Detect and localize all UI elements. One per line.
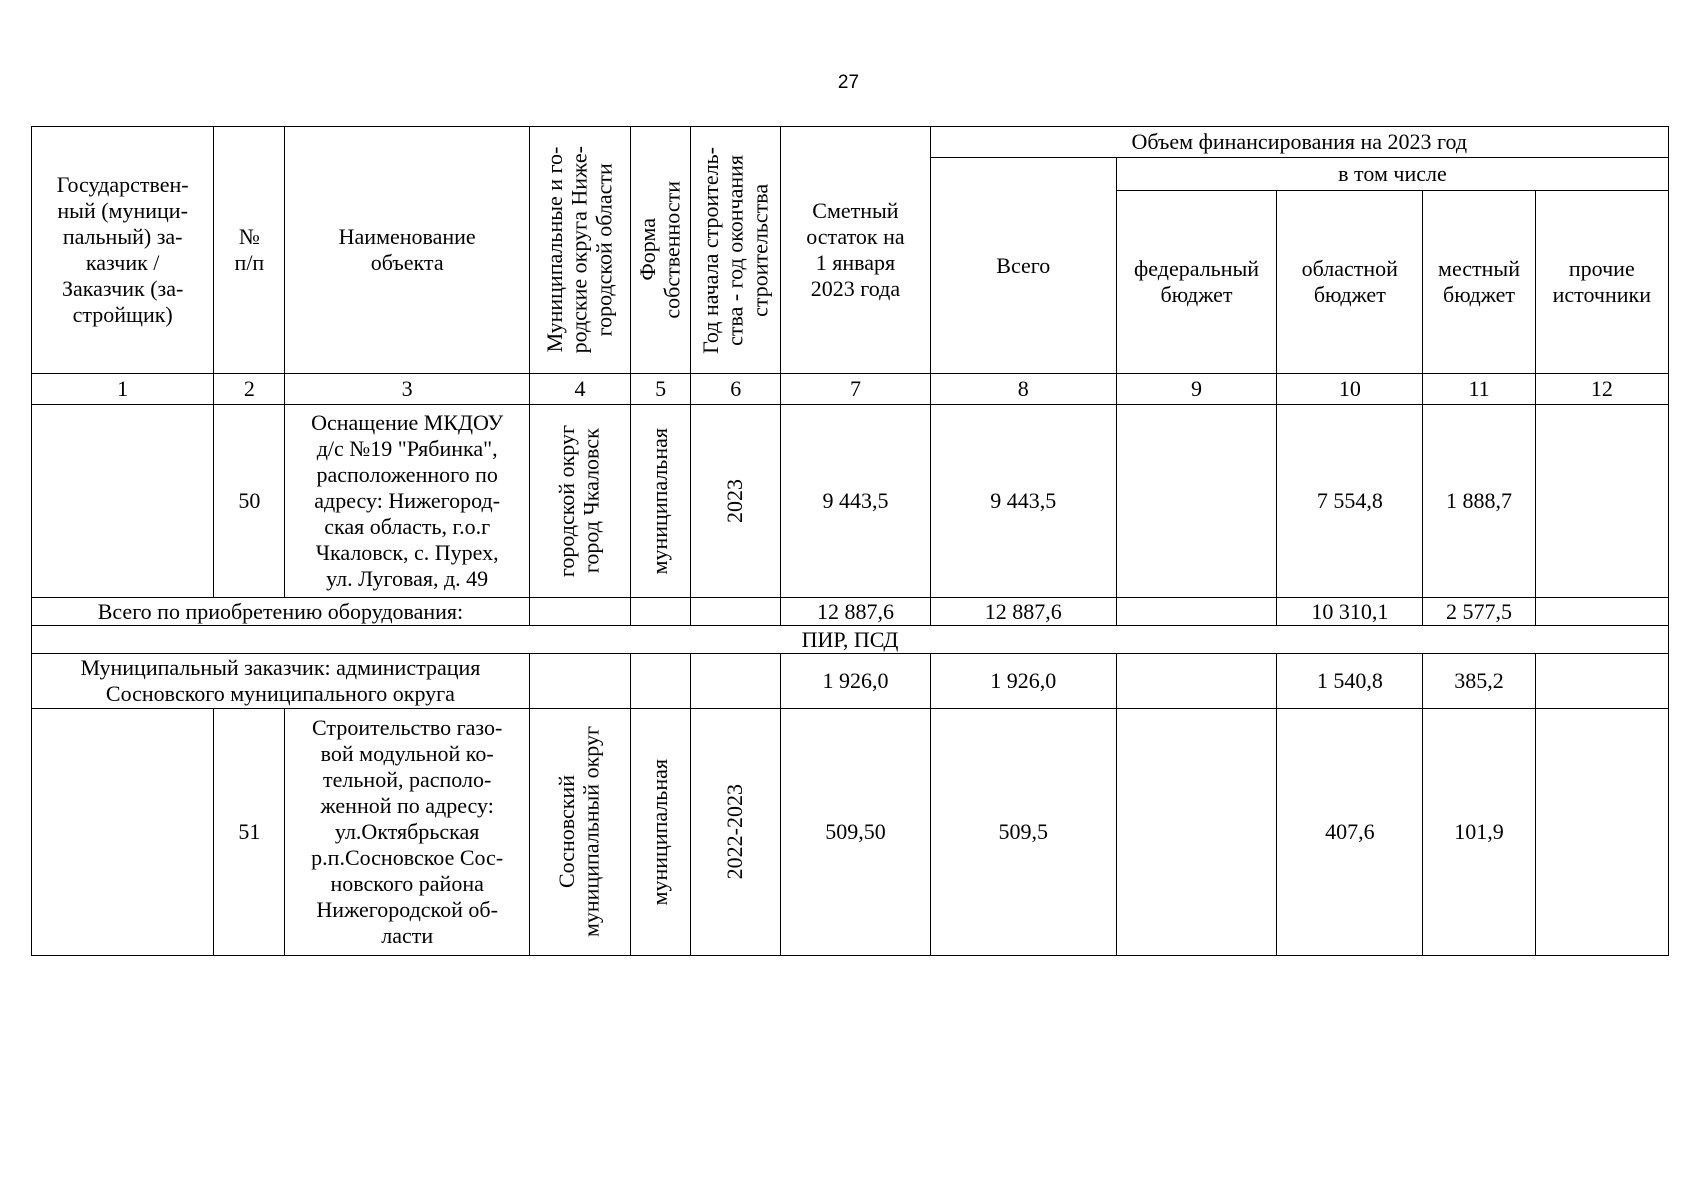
header-number [214, 127, 285, 374]
column-number: 6 [691, 374, 781, 405]
cell-years [691, 709, 781, 956]
cell-ownership [631, 598, 691, 626]
page-number: 27 [837, 72, 860, 93]
header-object-name [285, 127, 529, 374]
table-row-50 [32, 405, 1669, 598]
cell-regional: 7 554,8 [1277, 405, 1423, 598]
cell-object-name: Оснащение МКДОУ д/с №19 "Рябинка", расположенного по адресу: Нижегород- ская область, г.о.г Чкаловск, с. Пурех, ул. Луговая, д. 49 [285, 405, 529, 598]
financing-table [31, 126, 1669, 956]
cell-customer [32, 709, 214, 956]
header-municipality-text: Муниципальные и го- родские округа Ниже- городской области [542, 146, 617, 354]
header-local [1423, 191, 1535, 374]
header-balance [781, 127, 930, 374]
table-row-51 [32, 709, 1669, 956]
cell-ownership-text: муниципальная [647, 427, 673, 575]
column-number: 9 [1116, 374, 1276, 405]
header-federal [1116, 191, 1276, 374]
cell-ownership [631, 709, 691, 956]
cell-local: 2 577,5 [1423, 598, 1535, 626]
header-regional-text: областной бюджет [1301, 256, 1398, 307]
header-balance-text: Сметный остаток на 1 января 2023 года [806, 198, 905, 301]
header-ownership-text: Форма собственности [634, 181, 685, 319]
cell-municipality [529, 598, 630, 626]
cell-local: 385,2 [1423, 654, 1535, 709]
cell-municipality [529, 654, 630, 709]
header-regional [1277, 191, 1423, 374]
cell-federal [1116, 598, 1276, 626]
cell-other [1535, 709, 1668, 956]
cell-municipality [529, 405, 630, 598]
cell-object-name: Строительство газо- вой модульной ко- тельной, располо- женной по адресу: ул.Октябрьская р.п.Сосновское Сос- новского района Нижегородской об- ласти [285, 709, 529, 956]
header-other [1535, 191, 1668, 374]
column-number: 5 [631, 374, 691, 405]
cell-balance: 1 926,0 [781, 654, 930, 709]
customer-label: Муниципальный заказчик: администрация Сосновского муниципального округа [32, 654, 530, 709]
header-total: Всего [930, 158, 1116, 374]
cell-ownership [631, 654, 691, 709]
cell-customer [32, 405, 214, 598]
cell-regional: 407,6 [1277, 709, 1423, 956]
header-customer-text: Государствен- ный (муници- пальный) за- казчик / Заказчик (за- стройщик) [56, 172, 189, 327]
column-number: 1 [32, 374, 214, 405]
header-years-text: Год начала строитель- ства - год окончания строительства [697, 146, 773, 354]
cell-years-text: 2022-2023 [722, 784, 748, 880]
cell-municipality-text: Сосновский муниципальный округ [554, 726, 604, 938]
column-number: 2 [214, 374, 285, 405]
header-customer [32, 127, 214, 374]
header-municipality [529, 127, 630, 374]
header-federal-text: федеральный бюджет [1134, 256, 1260, 307]
total-equipment-row [32, 598, 1669, 626]
column-number: 10 [1277, 374, 1423, 405]
header-funding-group: Объем финансирования на 2023 год [930, 127, 1668, 158]
cell-years [691, 598, 781, 626]
cell-federal [1116, 709, 1276, 956]
cell-other [1535, 598, 1668, 626]
cell-ownership-text: муниципальная [647, 758, 673, 906]
header-local-text: местный бюджет [1438, 256, 1520, 307]
cell-number: 51 [214, 709, 285, 956]
cell-ownership [631, 405, 691, 598]
column-number: 8 [930, 374, 1116, 405]
cell-balance: 509,50 [781, 709, 930, 956]
column-number: 7 [781, 374, 930, 405]
cell-years [691, 405, 781, 598]
section-title: ПИР, ПСД [32, 626, 1669, 654]
customer-row [32, 654, 1669, 709]
column-number: 12 [1535, 374, 1668, 405]
header-ownership [631, 127, 691, 374]
header-row-1 [32, 127, 1669, 158]
cell-local: 1 888,7 [1423, 405, 1535, 598]
cell-local: 101,9 [1423, 709, 1535, 956]
header-years [691, 127, 781, 374]
header-including: в том числе [1116, 158, 1668, 191]
section-row [32, 626, 1669, 654]
cell-balance: 12 887,6 [781, 598, 930, 626]
cell-total: 9 443,5 [930, 405, 1116, 598]
header-number-text: № п/п [234, 224, 265, 275]
cell-regional: 1 540,8 [1277, 654, 1423, 709]
cell-balance: 9 443,5 [781, 405, 930, 598]
cell-other [1535, 654, 1668, 709]
cell-regional: 10 310,1 [1277, 598, 1423, 626]
cell-number: 50 [214, 405, 285, 598]
cell-federal [1116, 654, 1276, 709]
cell-total: 1 926,0 [930, 654, 1116, 709]
column-number: 11 [1423, 374, 1535, 405]
cell-years [691, 654, 781, 709]
cell-years-text: 2023 [722, 479, 748, 523]
cell-other [1535, 405, 1668, 598]
total-equipment-label: Всего по приобретению оборудования: [32, 598, 530, 626]
column-number-row [32, 374, 1669, 405]
header-other-text: прочие источники [1552, 256, 1651, 307]
cell-total: 12 887,6 [930, 598, 1116, 626]
cell-federal [1116, 405, 1276, 598]
header-object-name-text: Наименование объекта [338, 224, 476, 275]
column-number: 4 [529, 374, 630, 405]
column-number: 3 [285, 374, 529, 405]
cell-municipality-text: городской округ город Чкаловск [554, 424, 604, 578]
cell-municipality [529, 709, 630, 956]
cell-total: 509,5 [930, 709, 1116, 956]
